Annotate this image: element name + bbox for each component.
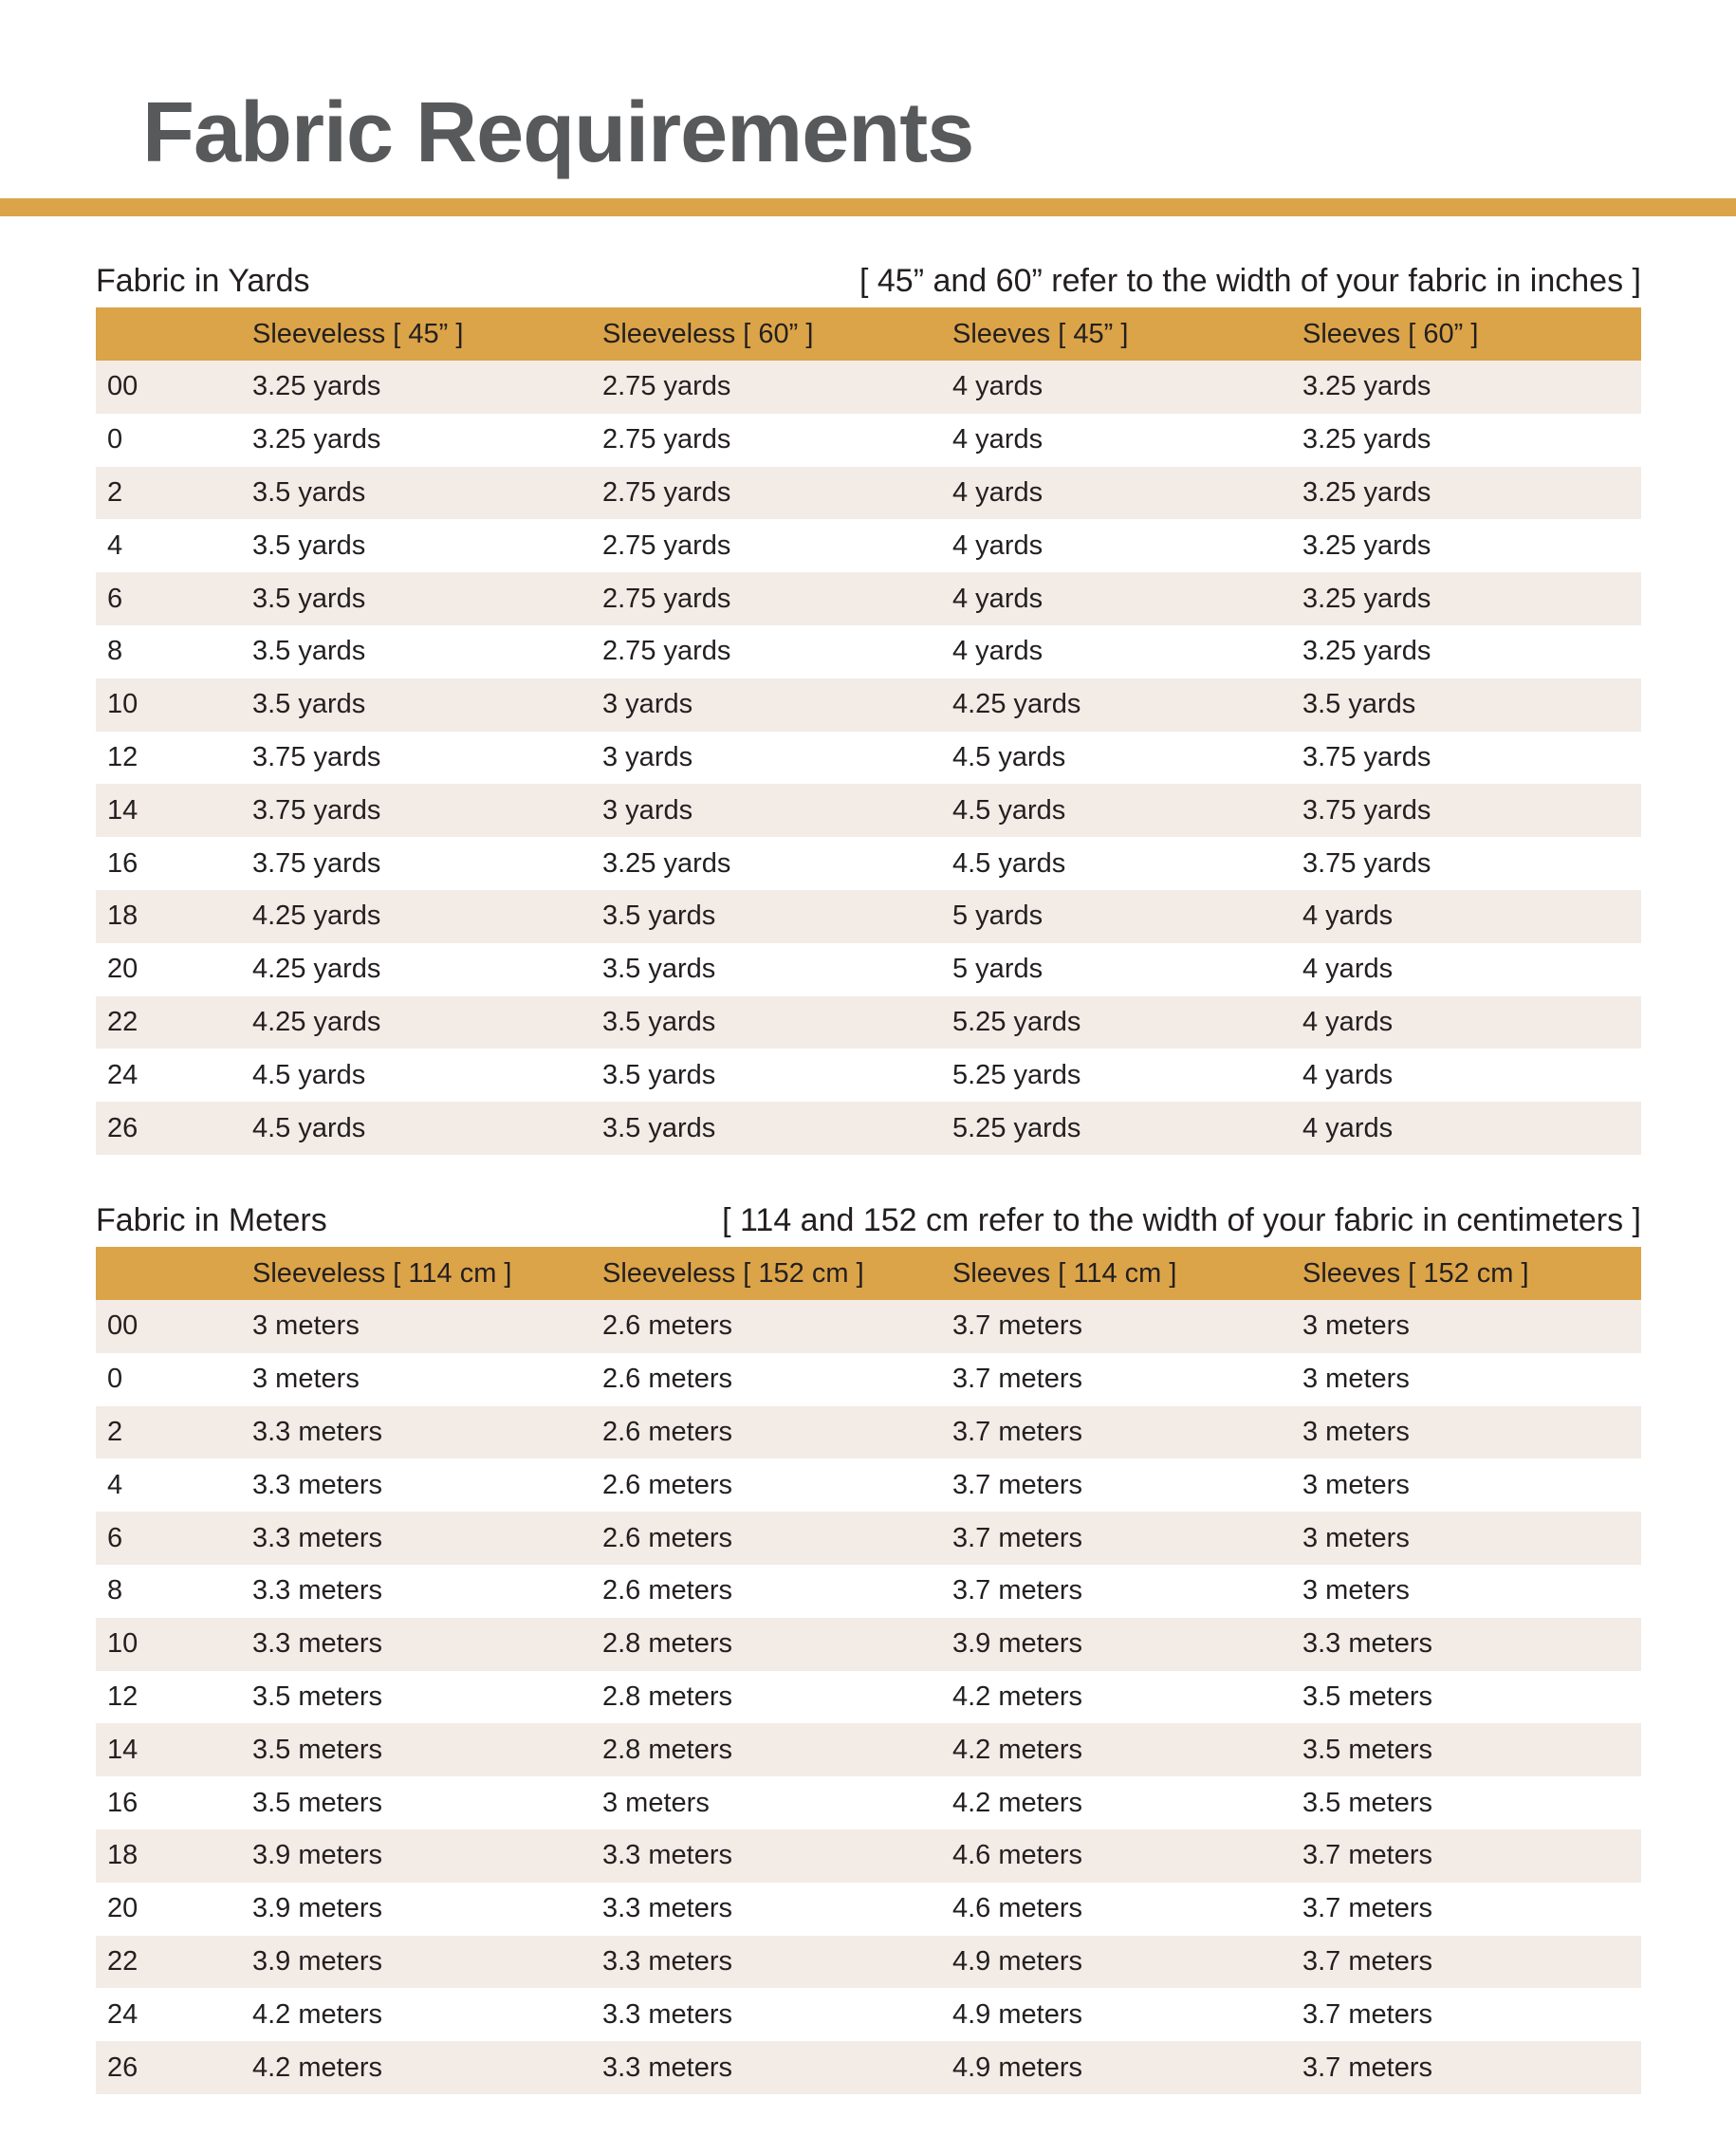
amount-cell: 2.6 meters (602, 1416, 732, 1447)
size-cell: 2 (107, 476, 123, 508)
size-cell: 24 (107, 1998, 139, 2030)
amount-cell: 2.75 yards (602, 476, 731, 508)
size-cell: 26 (107, 2052, 139, 2083)
column-header: Sleeveless [ 114 cm ] (252, 1257, 512, 1289)
table-row (96, 1102, 1641, 1155)
amount-cell: 3.9 meters (252, 1840, 382, 1871)
amount-cell: 3.5 yards (602, 954, 716, 985)
amount-cell: 3 meters (252, 1310, 360, 1342)
table-row (96, 625, 1641, 678)
amount-cell: 3 yards (602, 741, 693, 772)
size-cell: 18 (107, 901, 139, 932)
amount-cell: 3.25 yards (252, 424, 381, 455)
amount-cell: 3.75 yards (1302, 794, 1431, 826)
amount-cell: 3.5 yards (602, 901, 716, 932)
amount-cell: 4.6 meters (952, 1840, 1082, 1871)
amount-cell: 3.25 yards (602, 847, 731, 879)
amount-cell: 4 yards (1302, 901, 1394, 932)
size-cell: 10 (107, 689, 139, 720)
amount-cell: 4 yards (952, 424, 1043, 455)
size-cell: 6 (107, 1522, 123, 1553)
table-row (96, 1406, 1641, 1459)
table-row (96, 414, 1641, 467)
size-cell: 6 (107, 583, 123, 614)
amount-cell: 3 yards (602, 689, 693, 720)
amount-cell: 3.5 yards (252, 476, 366, 508)
amount-cell: 4.2 meters (252, 1998, 382, 2030)
amount-cell: 3.5 yards (252, 529, 366, 561)
amount-cell: 4 yards (1302, 1112, 1394, 1143)
column-header: Sleeves [ 152 cm ] (1302, 1257, 1529, 1289)
amount-cell: 3.5 yards (252, 636, 366, 667)
amount-cell: 4.25 yards (252, 1006, 381, 1037)
amount-cell: 3.25 yards (1302, 529, 1431, 561)
amount-cell: 3.5 yards (602, 1059, 716, 1090)
table-row (96, 784, 1641, 837)
amount-cell: 4 yards (1302, 954, 1394, 985)
size-cell: 22 (107, 1006, 139, 1037)
amount-cell: 3 meters (602, 1787, 710, 1818)
amount-cell: 4.5 yards (952, 847, 1066, 879)
amount-cell: 5 yards (952, 901, 1043, 932)
amount-cell: 3.3 meters (252, 1469, 382, 1500)
amount-cell: 3.25 yards (1302, 583, 1431, 614)
amount-cell: 3.7 meters (1302, 2052, 1432, 2083)
table-row (96, 1049, 1641, 1102)
column-header: Sleeves [ 45” ] (952, 318, 1129, 349)
table-row (96, 1829, 1641, 1883)
amount-cell: 2.75 yards (602, 636, 731, 667)
table-row (96, 1988, 1641, 2041)
size-cell: 8 (107, 636, 123, 667)
amount-cell: 3.3 meters (252, 1416, 382, 1447)
yards-section (96, 254, 1641, 1155)
size-cell: 10 (107, 1628, 139, 1660)
amount-cell: 4 yards (952, 636, 1043, 667)
table-row (96, 2041, 1641, 2094)
meters-section (96, 1194, 1641, 2094)
table-row (96, 361, 1641, 414)
table-row (96, 467, 1641, 520)
amount-cell: 2.6 meters (602, 1522, 732, 1553)
amount-cell: 4.2 meters (952, 1787, 1082, 1818)
amount-cell: 2.75 yards (602, 371, 731, 402)
table-row (96, 1565, 1641, 1618)
column-header: Sleeveless [ 60” ] (602, 318, 814, 349)
yards-heading: Fabric in Yards (96, 262, 310, 299)
table-row (96, 572, 1641, 625)
meters-heading: Fabric in Meters (96, 1201, 327, 1238)
amount-cell: 3.5 meters (252, 1680, 382, 1712)
meters-width-note: [ 114 and 152 cm refer to the width of your fabric in centimeters ] (722, 1201, 1641, 1238)
size-cell: 24 (107, 1059, 139, 1090)
amount-cell: 5 yards (952, 954, 1043, 985)
amount-cell: 3.3 meters (602, 2052, 732, 2083)
amount-cell: 5.25 yards (952, 1112, 1081, 1143)
amount-cell: 4.25 yards (952, 689, 1081, 720)
amount-cell: 3 meters (252, 1364, 360, 1395)
amount-cell: 4.2 meters (952, 1734, 1082, 1765)
table-row (96, 1353, 1641, 1406)
amount-cell: 3 meters (1302, 1575, 1410, 1606)
amount-cell: 3.7 meters (1302, 1945, 1432, 1977)
amount-cell: 3.5 yards (602, 1112, 716, 1143)
title-divider (0, 198, 1736, 216)
page-title: Fabric Requirements (142, 85, 974, 180)
amount-cell: 2.8 meters (602, 1680, 732, 1712)
amount-cell: 3.3 meters (252, 1522, 382, 1553)
amount-cell: 3.3 meters (602, 1998, 732, 2030)
table-row (96, 837, 1641, 890)
amount-cell: 3.7 meters (952, 1469, 1082, 1500)
amount-cell: 3 meters (1302, 1469, 1410, 1500)
amount-cell: 4 yards (952, 583, 1043, 614)
amount-cell: 3.5 meters (252, 1787, 382, 1818)
amount-cell: 4.9 meters (952, 1998, 1082, 2030)
amount-cell: 3 yards (602, 794, 693, 826)
amount-cell: 5.25 yards (952, 1059, 1081, 1090)
size-cell: 20 (107, 954, 139, 985)
table-row (96, 943, 1641, 996)
table-row (96, 1723, 1641, 1776)
amount-cell: 3.5 yards (602, 1006, 716, 1037)
amount-cell: 2.8 meters (602, 1734, 732, 1765)
amount-cell: 2.6 meters (602, 1469, 732, 1500)
table-row (96, 996, 1641, 1049)
amount-cell: 4.5 yards (952, 794, 1066, 826)
table-row (96, 1671, 1641, 1724)
column-header: Sleeves [ 114 cm ] (952, 1257, 1177, 1289)
size-cell: 18 (107, 1840, 139, 1871)
amount-cell: 3.75 yards (252, 794, 381, 826)
amount-cell: 2.6 meters (602, 1575, 732, 1606)
size-cell: 0 (107, 1364, 123, 1395)
size-cell: 00 (107, 371, 139, 402)
table-row (96, 1618, 1641, 1671)
amount-cell: 3.7 meters (952, 1416, 1082, 1447)
amount-cell: 3.9 meters (252, 1893, 382, 1924)
amount-cell: 3.3 meters (602, 1893, 732, 1924)
amount-cell: 3.7 meters (1302, 1998, 1432, 2030)
size-cell: 12 (107, 1680, 139, 1712)
size-cell: 4 (107, 1469, 123, 1500)
amount-cell: 3.5 yards (1302, 689, 1416, 720)
size-cell: 12 (107, 741, 139, 772)
amount-cell: 3.9 meters (252, 1945, 382, 1977)
amount-cell: 4.5 yards (952, 741, 1066, 772)
table-row (96, 732, 1641, 785)
table-header-row (96, 1247, 1641, 1300)
amount-cell: 3.3 meters (1302, 1628, 1432, 1660)
size-cell: 26 (107, 1112, 139, 1143)
amount-cell: 4.2 meters (252, 2052, 382, 2083)
amount-cell: 3.25 yards (1302, 636, 1431, 667)
meters-table (96, 1247, 1641, 2094)
amount-cell: 4.9 meters (952, 1945, 1082, 1977)
amount-cell: 3.3 meters (252, 1575, 382, 1606)
size-cell: 16 (107, 847, 139, 879)
amount-cell: 3 meters (1302, 1416, 1410, 1447)
column-header: Sleeveless [ 45” ] (252, 318, 464, 349)
size-column-header (96, 1247, 241, 1300)
size-column-header (96, 307, 241, 361)
size-cell: 16 (107, 1787, 139, 1818)
size-cell: 4 (107, 529, 123, 561)
amount-cell: 4.25 yards (252, 954, 381, 985)
table-row (96, 1300, 1641, 1353)
table-row (96, 890, 1641, 943)
yards-section-header (96, 254, 1641, 307)
amount-cell: 3.75 yards (1302, 847, 1431, 879)
amount-cell: 3 meters (1302, 1310, 1410, 1342)
amount-cell: 3.25 yards (252, 371, 381, 402)
table-row (96, 678, 1641, 732)
amount-cell: 4.9 meters (952, 2052, 1082, 2083)
amount-cell: 3.7 meters (1302, 1893, 1432, 1924)
yards-width-note: [ 45” and 60” refer to the width of your fabric in inches ] (859, 262, 1641, 299)
amount-cell: 3.75 yards (252, 741, 381, 772)
size-cell: 8 (107, 1575, 123, 1606)
amount-cell: 3.5 meters (252, 1734, 382, 1765)
amount-cell: 2.6 meters (602, 1310, 732, 1342)
table-header-row (96, 307, 1641, 361)
amount-cell: 3.7 meters (952, 1310, 1082, 1342)
size-cell: 20 (107, 1893, 139, 1924)
table-row (96, 1776, 1641, 1829)
amount-cell: 3.25 yards (1302, 424, 1431, 455)
amount-cell: 2.6 meters (602, 1364, 732, 1395)
amount-cell: 2.8 meters (602, 1628, 732, 1660)
amount-cell: 3 meters (1302, 1364, 1410, 1395)
amount-cell: 3.3 meters (252, 1628, 382, 1660)
amount-cell: 3.75 yards (1302, 741, 1431, 772)
amount-cell: 3 meters (1302, 1522, 1410, 1553)
amount-cell: 4.2 meters (952, 1680, 1082, 1712)
amount-cell: 3.25 yards (1302, 371, 1431, 402)
table-row (96, 1512, 1641, 1565)
amount-cell: 4.25 yards (252, 901, 381, 932)
size-cell: 14 (107, 794, 139, 826)
amount-cell: 5.25 yards (952, 1006, 1081, 1037)
amount-cell: 3.5 yards (252, 689, 366, 720)
size-cell: 00 (107, 1310, 139, 1342)
size-cell: 2 (107, 1416, 123, 1447)
amount-cell: 3.75 yards (252, 847, 381, 879)
yards-table (96, 307, 1641, 1155)
amount-cell: 3.7 meters (952, 1364, 1082, 1395)
amount-cell: 4.5 yards (252, 1112, 366, 1143)
size-cell: 22 (107, 1945, 139, 1977)
meters-section-header (96, 1194, 1641, 1247)
size-cell: 14 (107, 1734, 139, 1765)
amount-cell: 3.5 yards (252, 583, 366, 614)
amount-cell: 3.7 meters (1302, 1840, 1432, 1871)
amount-cell: 2.75 yards (602, 583, 731, 614)
table-row (96, 519, 1641, 572)
table-row (96, 1883, 1641, 1936)
amount-cell: 4 yards (952, 529, 1043, 561)
amount-cell: 4 yards (1302, 1059, 1394, 1090)
amount-cell: 4.6 meters (952, 1893, 1082, 1924)
amount-cell: 3.5 meters (1302, 1680, 1432, 1712)
size-cell: 0 (107, 424, 123, 455)
amount-cell: 3.9 meters (952, 1628, 1082, 1660)
column-header: Sleeves [ 60” ] (1302, 318, 1479, 349)
amount-cell: 3.5 meters (1302, 1787, 1432, 1818)
amount-cell: 3.3 meters (602, 1840, 732, 1871)
amount-cell: 3.25 yards (1302, 476, 1431, 508)
amount-cell: 4 yards (952, 476, 1043, 508)
amount-cell: 4 yards (952, 371, 1043, 402)
amount-cell: 3.5 meters (1302, 1734, 1432, 1765)
table-row (96, 1936, 1641, 1989)
amount-cell: 2.75 yards (602, 529, 731, 561)
amount-cell: 2.75 yards (602, 424, 731, 455)
amount-cell: 3.7 meters (952, 1522, 1082, 1553)
amount-cell: 3.3 meters (602, 1945, 732, 1977)
amount-cell: 4 yards (1302, 1006, 1394, 1037)
amount-cell: 3.7 meters (952, 1575, 1082, 1606)
table-row (96, 1458, 1641, 1512)
column-header: Sleeveless [ 152 cm ] (602, 1257, 864, 1289)
amount-cell: 4.5 yards (252, 1059, 366, 1090)
